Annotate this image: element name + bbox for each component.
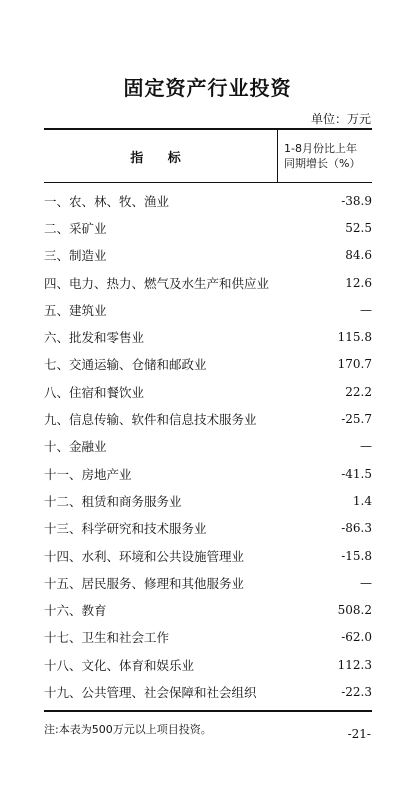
row-label: 七、交通运输、仓储和邮政业	[44, 357, 207, 373]
row-value: -25.7	[341, 412, 372, 427]
row-value: 508.2	[337, 603, 372, 618]
table-row	[44, 542, 372, 569]
row-label: 十五、居民服务、修理和其他服务业	[44, 575, 245, 591]
table-row	[44, 515, 372, 542]
row-label: 四、电力、热力、燃气及水生产和供应业	[44, 275, 270, 291]
row-label: 十六、教育	[44, 603, 107, 619]
table-body	[44, 183, 372, 706]
row-value: 84.6	[345, 248, 372, 263]
row-value: —	[360, 439, 372, 454]
table-row	[44, 405, 372, 432]
table-row	[44, 596, 372, 623]
row-label: 十一、房地产业	[44, 466, 132, 482]
row-value: 170.7	[337, 357, 372, 372]
header-growth-line1: 1-8月份比上年	[284, 142, 357, 155]
row-value: -38.9	[341, 193, 372, 208]
row-label: 五、建筑业	[44, 302, 107, 318]
table-row	[44, 624, 372, 651]
row-label: 三、制造业	[44, 248, 107, 264]
page-title: 固定资产行业投资	[123, 76, 292, 100]
header-growth	[277, 130, 372, 182]
investment-table	[44, 128, 372, 737]
table-bottom-rule	[44, 710, 372, 712]
row-label: 十二、租赁和商务服务业	[44, 493, 182, 509]
table-row	[44, 323, 372, 350]
row-label: 十七、卫生和社会工作	[44, 630, 170, 646]
table-row	[44, 487, 372, 514]
row-label: 九、信息传输、软件和信息技术服务业	[44, 412, 257, 428]
table-row	[44, 214, 372, 241]
row-value: -41.5	[341, 466, 372, 481]
row-value: -62.0	[341, 630, 372, 645]
row-value: 52.5	[345, 220, 372, 235]
table-header	[44, 130, 372, 183]
row-label: 八、住宿和餐饮业	[44, 384, 145, 400]
row-label: 十四、水利、环境和公共设施管理业	[44, 548, 245, 564]
row-label: 二、采矿业	[44, 220, 107, 236]
row-value: 1.4	[352, 493, 372, 508]
table-row	[44, 433, 372, 460]
table-row	[44, 651, 372, 678]
row-value: 12.6	[345, 275, 372, 290]
row-label: 十、金融业	[44, 439, 107, 455]
row-label: 六、批发和零售业	[44, 330, 145, 346]
table-row	[44, 460, 372, 487]
unit-label: 单位：万元	[310, 112, 371, 126]
row-value: —	[360, 575, 372, 590]
row-value: -86.3	[341, 521, 372, 536]
row-value: 112.3	[337, 657, 372, 672]
table-row	[44, 678, 372, 705]
table-row	[44, 378, 372, 405]
row-label: 十三、科学研究和技术服务业	[44, 521, 207, 537]
row-label: 一、农、林、牧、渔业	[44, 193, 170, 209]
row-value: -22.3	[341, 684, 372, 699]
table-row	[44, 296, 372, 323]
row-value: —	[360, 302, 372, 317]
row-label: 十九、公共管理、社会保障和社会组织	[44, 684, 257, 700]
table-note: 注:本表为500万元以上项目投资。	[44, 722, 212, 736]
table-row	[44, 569, 372, 596]
table-row	[44, 269, 372, 296]
header-indicator: 指 标	[130, 150, 191, 166]
table-row	[44, 187, 372, 214]
table-row	[44, 351, 372, 378]
table-row	[44, 242, 372, 269]
row-label: 十八、文化、体育和娱乐业	[44, 657, 195, 673]
page-number: -21-	[347, 727, 371, 741]
row-value: 115.8	[337, 330, 372, 345]
row-value: 22.2	[345, 384, 372, 399]
header-growth-line2: 同期增长（%）	[284, 157, 361, 170]
row-value: -15.8	[341, 548, 372, 563]
